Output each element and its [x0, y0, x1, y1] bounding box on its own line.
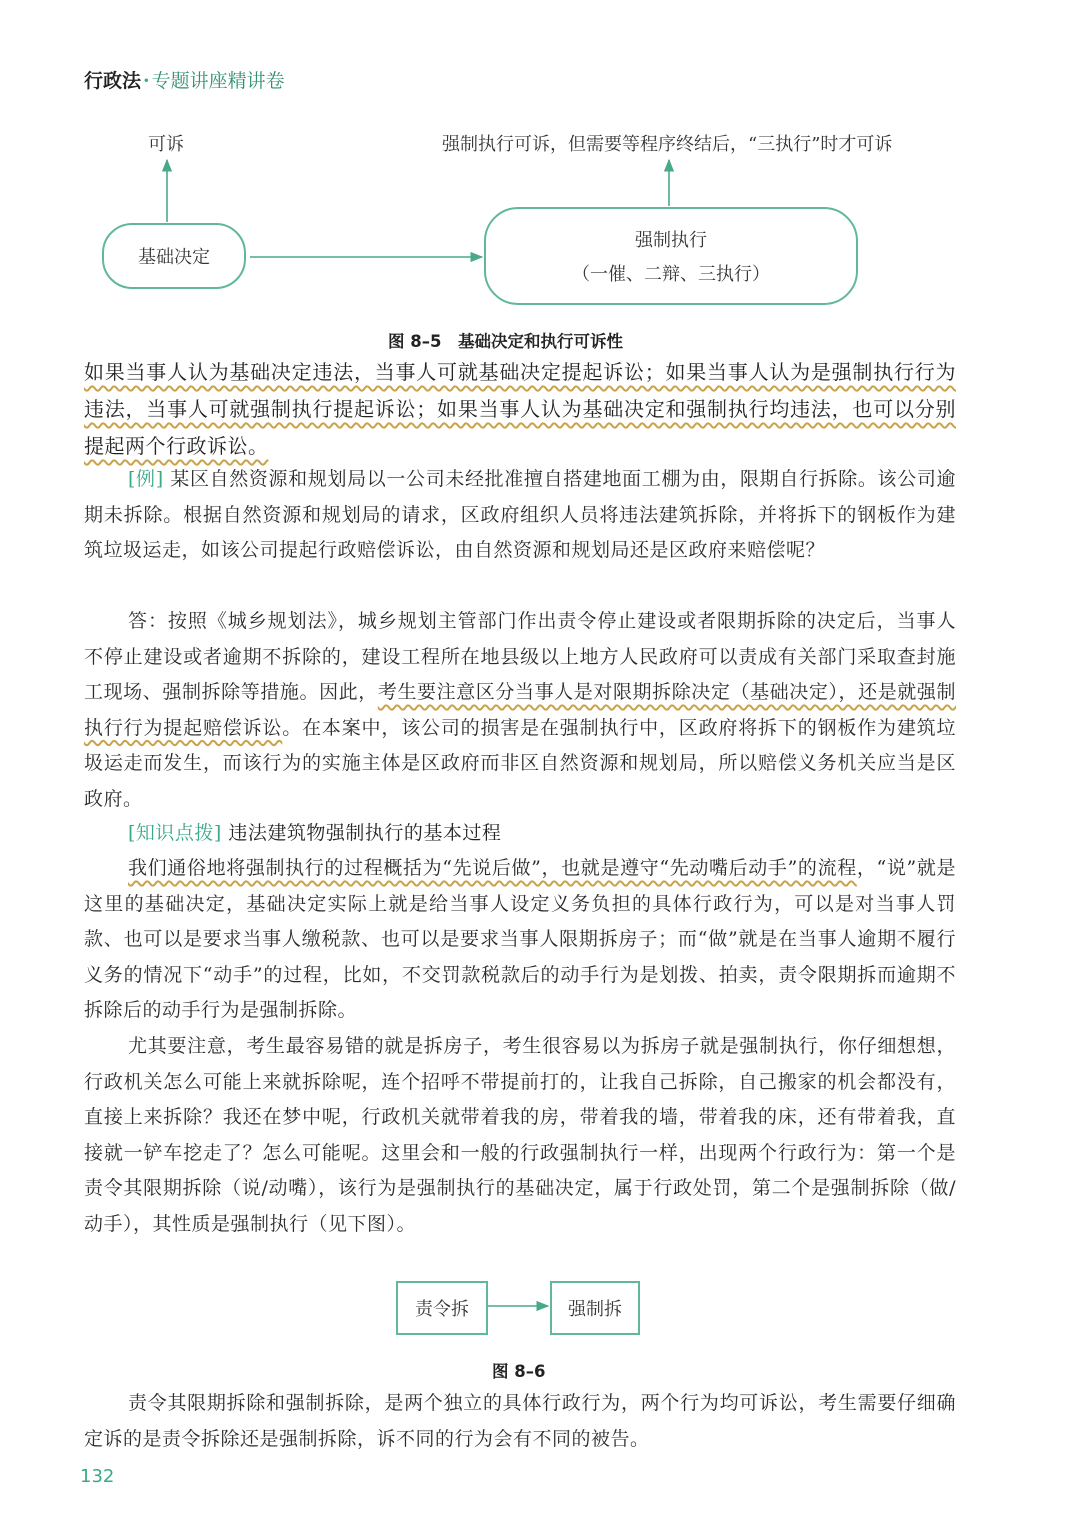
example-text: 某区自然资源和规划局以一公司未经批准擅自搭建地面工棚为由，限期自行拆除。该公司逾期未拆除。根据自然资源和规划局的请求，区政府组织人员将违法建筑拆除，并将拆下的钢板作为建筑垃圾运走，如该公司提起行政赔偿诉讼，由自然资源和规划局还是区政府来赔偿呢？	[84, 468, 957, 561]
paragraph-demolition	[84, 1029, 956, 1242]
paragraph-answer	[84, 604, 956, 817]
label-sueable: 可诉	[148, 134, 184, 155]
process-underlined: 我们通俗地将强制执行的过程概括为“先说后做”，也就是遵守“先动嘴后动手”的流程	[128, 857, 857, 879]
paragraph-process	[84, 851, 956, 1029]
box-forced-demolish-label: 强制拆	[568, 1299, 622, 1320]
paragraph-1	[84, 354, 956, 465]
box-order-demolish	[396, 1281, 488, 1335]
page-number: 132	[80, 1466, 115, 1487]
paragraph-knowledge-tip	[84, 816, 956, 852]
box-order-demolish-label: 责令拆	[415, 1299, 469, 1320]
book-title: 行政法	[84, 70, 142, 92]
knowledge-title: 违法建筑物强制执行的基本过程	[221, 822, 502, 844]
figure-8-5-caption: 图 8–5 基础决定和执行可诉性	[388, 332, 623, 351]
knowledge-tag: [知识点拨]	[128, 822, 222, 844]
box-enforcement-line1: 强制执行	[635, 230, 707, 251]
paragraph-conclusion	[84, 1386, 956, 1457]
box-enforcement-line2: （一催、二辩、三执行）	[572, 264, 770, 285]
figure-8-6-caption: 图 8–6	[492, 1362, 546, 1381]
header-separator: ·	[143, 70, 150, 92]
paragraph-example	[84, 462, 956, 569]
box-compulsory-enforcement	[484, 207, 858, 305]
paragraph-1-text: 如果当事人认为基础决定违法，当事人可就基础决定提起诉讼；如果当事人认为是强制执行行为违法，当事人可就强制执行提起诉讼；如果当事人认为基础决定和强制执行均违法，也可以分别提起两个行政诉讼。	[84, 360, 956, 458]
box-basic-decision-label: 基础决定	[138, 247, 210, 268]
label-enforcement-sueable: 强制执行可诉，但需要等程序终结后，“三执行”时才可诉	[442, 134, 893, 155]
demolition-text: 尤其要注意，考生最容易错的就是拆房子，考生很容易以为拆房子就是强制执行，你仔细想想，行政机关怎么可能上来就拆除呢，连个招呼不带提前打的，让我自己拆除，自己搬家的机会都没有，直接上来拆除？我还在梦中呢，行政机关就带着我的房，带着我的墙，带着我的床，还有带着我，直接就一铲车挖走了？怎么可能呢。这里会和一般的行政强制执行一样，出现两个行政行为：第一个是责令其限期拆除（说/动嘴），该行为是强制执行的基础决定，属于行政处罚，第二个是强制拆除（做/动手），其性质是强制执行（见下图）。	[84, 1035, 956, 1235]
box-basic-decision	[102, 223, 246, 289]
process-text: ，“说”就是这里的基础决定，基础决定实际上就是给当事人设定义务负担的具体行政行为，可以是对当事人罚款、也可以是要求当事人缴税款、也可以是要求当事人限期拆房子；而“做”就是在当事人逾期不履行义务的情况下“动手”的过程，比如，不交罚款税款后的动手行为是划拨、拍卖，责令限期拆而逾期不拆除后的动手行为是强制拆除。	[84, 857, 956, 1021]
conclusion-text: 责令其限期拆除和强制拆除，是两个独立的具体行政行为，两个行为均可诉讼，考生需要仔细确定诉的是责令拆除还是强制拆除，诉不同的行为会有不同的被告。	[84, 1392, 956, 1450]
answer-underlined: 考生要注意区分当事人是对限期拆除决定（基础决定），还是就强制执行行为提起赔偿诉讼	[84, 681, 956, 739]
answer-text-a: 答：按照《城乡规划法》，城乡规划主管部门作出责令停止建设或者限期拆除的决定后，当事人不停止建设或者逾期不拆除的，建设工程所在地县级以上地方人民政府可以责成有关部门采取查封施工现场、强制拆除等措施。因此，	[84, 610, 956, 703]
example-tag: [例]	[128, 468, 164, 490]
box-forced-demolish	[550, 1281, 640, 1335]
volume-title: 专题讲座精讲卷	[151, 70, 285, 92]
answer-text-b: 。在本案中，该公司的损害是在强制执行中，区政府将拆下的钢板作为建筑垃圾运走而发生，而该行为的实施主体是区政府而非区自然资源和规划局，所以赔偿义务机关应当是区政府。	[84, 716, 956, 810]
